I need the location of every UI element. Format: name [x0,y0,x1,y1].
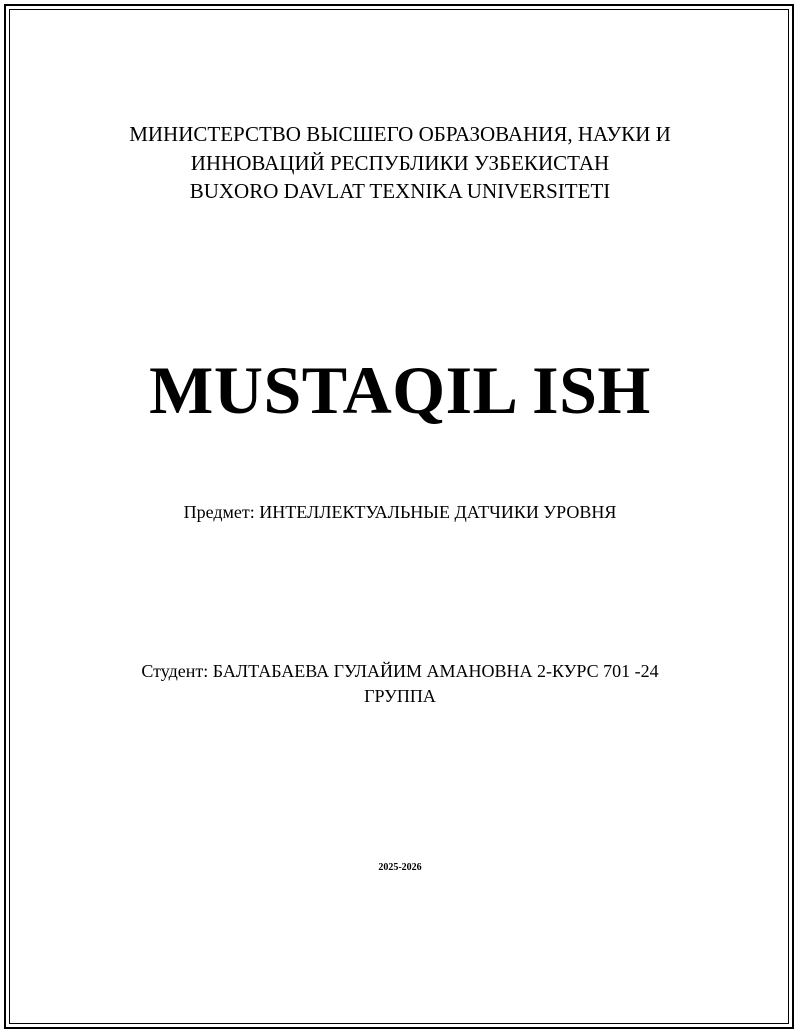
document-title: MUSTAQIL ISH [149,352,651,428]
university-name: BUXORO DAVLAT TEXNIKA UNIVERSITETI [189,179,611,203]
student-line-2: ГРУППА [364,686,436,706]
academic-year: 2025-2026 [378,862,422,873]
student-line-1: Студент: БАЛТАБАЕВА ГУЛАЙИМ АМАНОВНА 2-КУРС 701 -24 [141,661,659,681]
subject-line: Предмет: ИНТЕЛЛЕКТУАЛЬНЫЕ ДАТЧИКИ УРОВНЯ [183,502,617,522]
ministry-line-1: МИНИСТЕРСТВО ВЫСШЕГО ОБРАЗОВАНИЯ, НАУКИ И [129,122,671,146]
ministry-line-2: ИННОВАЦИЙ РЕСПУБЛИКИ УЗБЕКИСТАН [190,151,610,175]
